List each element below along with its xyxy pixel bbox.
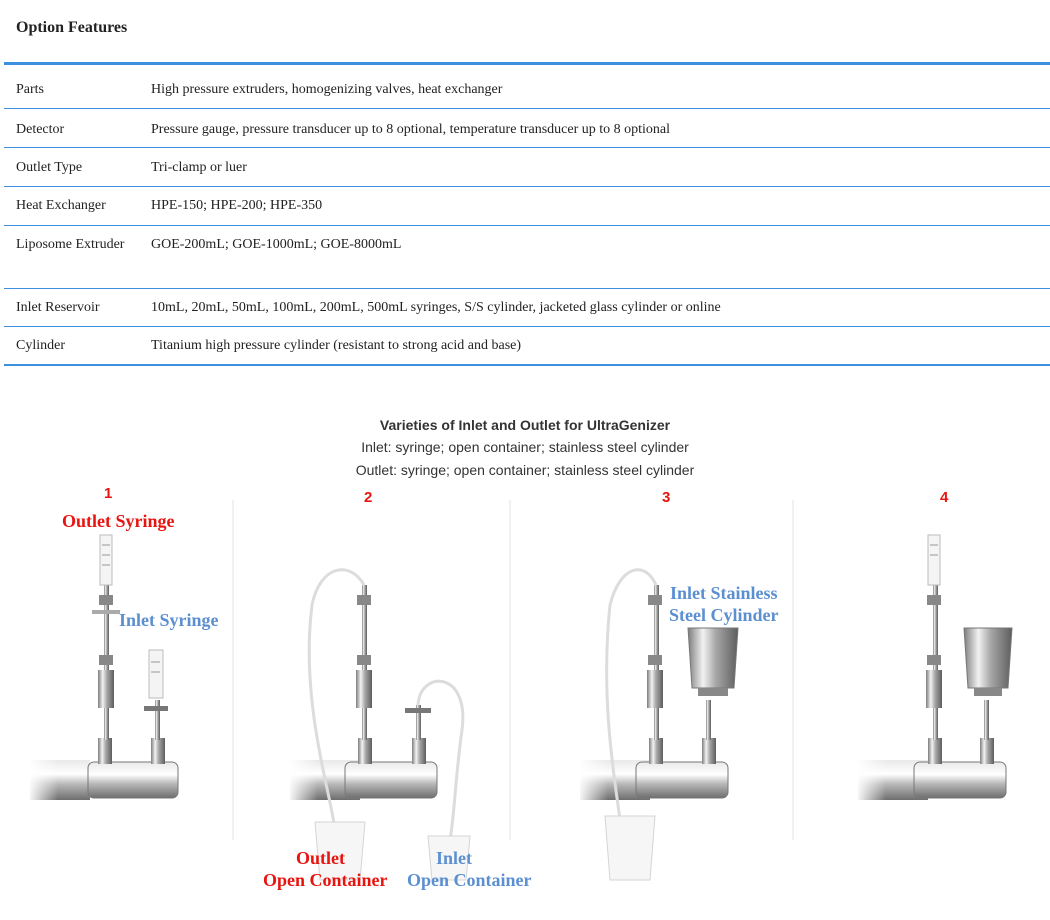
table-row: [4, 289, 1050, 327]
row-key: Cylinder: [16, 338, 65, 353]
outlet-open-container-label: Open Container: [263, 870, 388, 890]
inlet-label: Inlet: [436, 848, 472, 868]
row-key: Outlet Type: [4, 148, 151, 187]
panel-number: 4: [940, 489, 949, 506]
table-row: [4, 327, 1050, 365]
steel-cylinder-label: Steel Cylinder: [669, 605, 779, 625]
table-row: [4, 64, 1050, 109]
inlet-open-container-label: Open Container: [407, 870, 532, 890]
panel-number: 2: [364, 489, 373, 506]
inlet-stainless-label: Inlet Stainless: [670, 583, 778, 603]
row-key: Detector: [4, 109, 151, 148]
section-title: Option Features: [16, 19, 128, 36]
table-row: [4, 148, 1050, 187]
table-row: [4, 109, 1050, 148]
row-value: GOE-200mL; GOE-1000mL; GOE-8000mL: [151, 226, 1050, 289]
outlet-label: Outlet: [296, 848, 345, 868]
panel-2-apparatus: [290, 570, 470, 880]
row-key: Parts: [4, 64, 151, 109]
row-value: HPE-150; HPE-200; HPE-350: [151, 187, 1050, 226]
row-value: Titanium high pressure cylinder (resistant to strong acid and base): [151, 338, 522, 353]
row-value: High pressure extruders, homogenizing valves, heat exchanger: [151, 64, 1050, 109]
row-key: Liposome Extruder: [4, 226, 151, 289]
row-value: 10mL, 20mL, 50mL, 100mL, 200mL, 500mL syringes, S/S cylinder, jacketed glass cylinder or online: [151, 289, 1050, 327]
homogenizer-illustration: [0, 400, 1050, 920]
row-value: Pressure gauge, pressure transducer up to 8 optional, temperature transducer up to 8 optional: [151, 109, 1050, 148]
row-key: Inlet Reservoir: [4, 289, 151, 327]
panel-number: 1: [104, 485, 113, 502]
outlet-syringe-label: Outlet Syringe: [62, 511, 175, 531]
inlet-outlet-figure: [0, 400, 1050, 920]
panel-number: 3: [662, 489, 671, 506]
row-key: Heat Exchanger: [4, 187, 151, 226]
option-features-table: [4, 62, 1050, 366]
table-row: [4, 187, 1050, 226]
figure-inlet-line: Inlet: syringe; open container; stainless steel cylinder: [361, 439, 689, 455]
table-row: [4, 226, 1050, 289]
figure-outlet-line: Outlet: syringe; open container; stainless steel cylinder: [355, 462, 695, 478]
row-value: Tri-clamp or luer: [151, 148, 1050, 187]
figure-title: Varieties of Inlet and Outlet for UltraGenizer: [379, 417, 671, 433]
inlet-syringe-label: Inlet Syringe: [119, 610, 219, 630]
